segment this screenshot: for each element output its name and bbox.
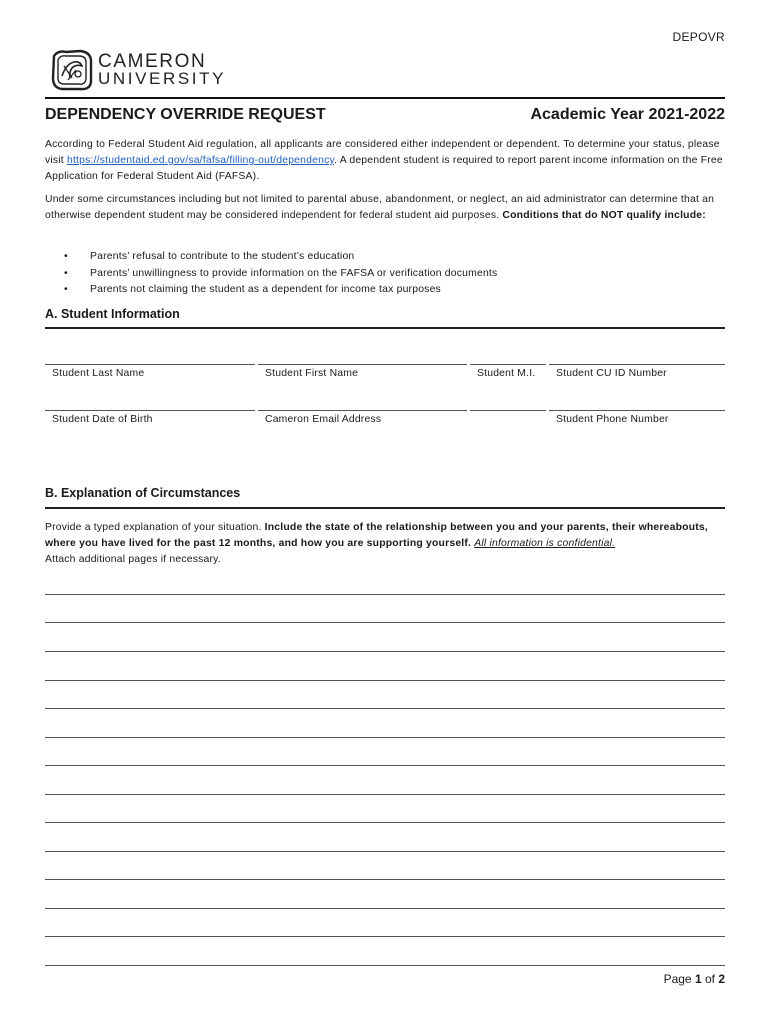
- writing-line[interactable]: [45, 737, 725, 738]
- confidential-note: All information is confidential.: [474, 538, 616, 549]
- title-divider: [45, 97, 725, 99]
- page-total: 2: [718, 972, 725, 986]
- logo-line-2: UNIVERSITY: [98, 69, 227, 88]
- first-name-label: Student First Name: [265, 368, 359, 379]
- writing-line[interactable]: [45, 936, 725, 937]
- writing-line[interactable]: [45, 765, 725, 766]
- document-title: DEPENDENCY OVERRIDE REQUEST: [45, 106, 326, 123]
- explanation-instructions: [45, 520, 725, 568]
- email-input[interactable]: [258, 410, 467, 411]
- logo-line-1: CAMERON: [98, 51, 207, 72]
- logo-wordmark: [98, 53, 226, 87]
- writing-line[interactable]: [45, 794, 725, 795]
- list-item: • Parents’ unwillingness to provide information on the FAFSA or verification documents: [64, 266, 497, 283]
- page-current: 1: [694, 972, 702, 986]
- academic-year: Academic Year 2021-2022: [530, 106, 725, 123]
- conditions-heading: Conditions that do NOT qualify include:: [502, 210, 706, 221]
- section-a-title: A. Student Information: [45, 307, 180, 321]
- conditions-list: [64, 249, 497, 299]
- email-label: Cameron Email Address: [265, 414, 382, 425]
- university-logo: [50, 48, 226, 92]
- writing-line[interactable]: [45, 965, 725, 966]
- intro-text-2: . A dependent student is required to report parent income information on the Free Application for Federal Student Aid (FAFSA).: [45, 155, 723, 182]
- blank-field: [470, 410, 546, 411]
- intro-text-1: According to Federal Student Aid regulation, all applicants are considered either independent or dependent. To determine your status, please visit: [45, 139, 720, 166]
- explain-bold-text: Include the state of the relationship between you and your parents, their whereabouts, where you have lived for the past 12 months, and how you are supporting yourself.: [45, 522, 708, 549]
- first-name-input[interactable]: [258, 364, 467, 365]
- writing-line[interactable]: [45, 622, 725, 623]
- last-name-label: Student Last Name: [52, 368, 145, 379]
- intro-paragraph-1: [45, 137, 725, 185]
- cu-id-label: Student CU ID Number: [556, 368, 667, 379]
- section-b-divider: [45, 507, 725, 509]
- intro-text-3: Under some circumstances including but not limited to parental abuse, abandonment, or neglect, an aid administrator can determine that an otherwise dependent student may be considered independent for federal student aid purposes.: [45, 194, 715, 221]
- phone-input[interactable]: [549, 410, 725, 411]
- dob-label: Student Date of Birth: [52, 414, 153, 425]
- explain-text-1: Provide a typed explanation of your situation.: [45, 522, 265, 533]
- page-of: of: [701, 972, 719, 986]
- middle-initial-label: Student M.I.: [477, 368, 536, 379]
- explain-text-2: Attach additional pages if necessary.: [45, 554, 221, 565]
- writing-line[interactable]: [45, 651, 725, 652]
- cu-id-input[interactable]: [549, 364, 725, 365]
- writing-line[interactable]: [45, 851, 725, 852]
- section-a-divider: [45, 327, 725, 329]
- writing-line[interactable]: [45, 879, 725, 880]
- writing-line[interactable]: [45, 822, 725, 823]
- writing-line[interactable]: [45, 708, 725, 709]
- last-name-input[interactable]: [45, 364, 255, 365]
- page-prefix: Page: [663, 972, 695, 986]
- list-item: • Parents’ refusal to contribute to the student’s education: [64, 249, 497, 266]
- middle-initial-input[interactable]: [470, 364, 546, 365]
- section-b-title: B. Explanation of Circumstances: [45, 486, 241, 500]
- writing-line[interactable]: [45, 594, 725, 595]
- writing-line[interactable]: [45, 908, 725, 909]
- phone-label: Student Phone Number: [556, 414, 669, 425]
- dob-input[interactable]: [45, 410, 255, 411]
- cameron-seal-icon: [50, 48, 94, 92]
- writing-line[interactable]: [45, 680, 725, 681]
- intro-paragraph-2: [45, 192, 725, 224]
- form-code: DEPOVR: [672, 30, 725, 44]
- list-item: • Parents not claiming the student as a dependent for income tax purposes: [64, 282, 497, 299]
- page-number: [664, 972, 725, 986]
- dependency-link[interactable]: https://studentaid.ed.gov/sa/fafsa/filling-out/dependency: [66, 155, 335, 166]
